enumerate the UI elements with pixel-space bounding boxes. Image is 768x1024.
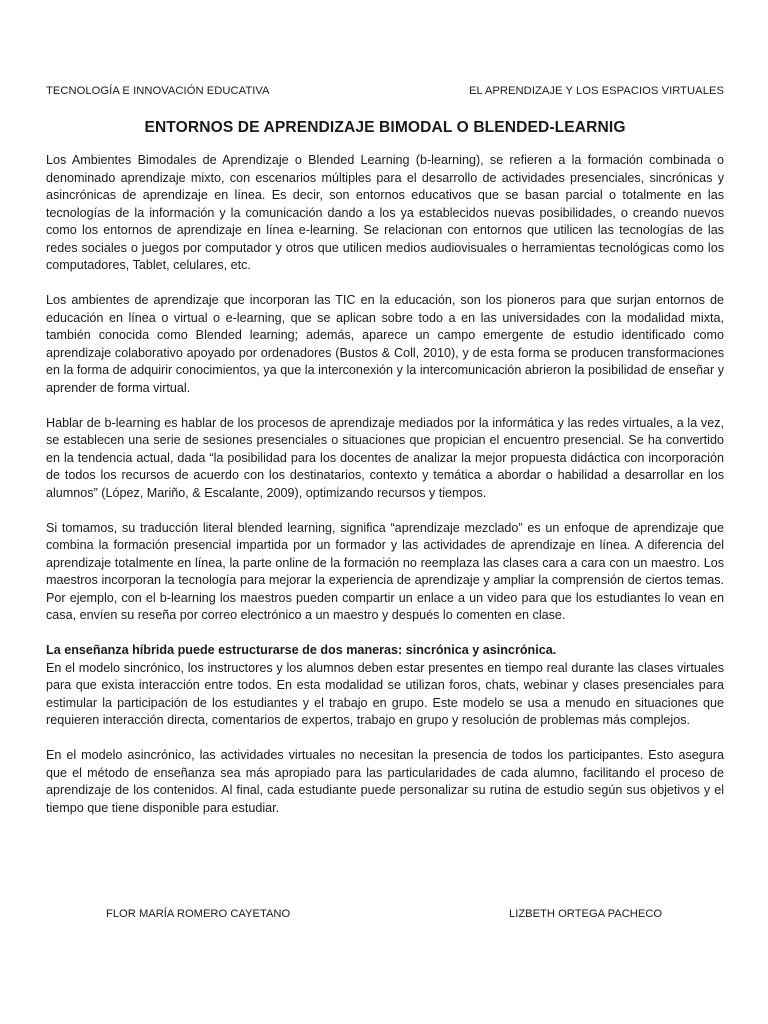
paragraph-1: Los Ambientes Bimodales de Aprendizaje o Blended Learning (b-learning), se refieren a la formación combinada o denominado aprendizaje mixto, con escenarios múltiples para el desarrollo de actividades presenciales, sincrónicas y asincrónicas de aprendizaje en línea. Es decir, son entornos educativos que se basan parcial o totalmente en las tecnologías de la información y la comunicación dando a los ya establecidos nuevas posibilidades, o creando nuevos como los entornos de aprendizaje en línea e-learning. Se relacionan con entornos que utilicen las tecnologías de las redes sociales o juegos por computador y otros que utilicen medios audiovisuales o herramientas tecnológicas como los computadores, Tablet, celulares, etc. <box>46 153 724 272</box>
section-subheading: La enseñanza híbrida puede estructurarse de dos maneras: sincrónica y asincrónica. <box>46 643 557 657</box>
document-body <box>46 152 724 817</box>
paragraph-2: Los ambientes de aprendizaje que incorporan las TIC en la educación, son los pioneros para que surjan entornos de educación en línea o virtual o e-learning, que se aplican sobre todo a en las universidades con la modalidad mixta, también conocida como Blended learning; además, aparece un campo emergente de estudio identificado como aprendizaje colaborativo apoyado por ordenadores (Bustos & Coll, 2010), y de esta forma se producen transformaciones en la forma de adquirir conocimientos, ya que la interconexión y la intercomunicación abrieron la posibilidad de enseñar y aprender de forma virtual. <box>46 293 724 395</box>
section-block <box>46 642 724 730</box>
header-subject: TECNOLOGÍA E INNOVACIÓN EDUCATIVA <box>46 85 270 97</box>
paragraph-3: Hablar de b-learning es hablar de los procesos de aprendizaje mediados por la informática y las redes virtuales, a la vez, se establecen una serie de sesiones presenciales o situaciones que propician el encuentro presencial. Se ha convertido en la tendencia actual, dada “la posibilidad para los docentes de analizar la mejor propuesta didáctica con incorporación de todos los recursos de acuerdo con los destinatarios, contexto y temática a abordar o habilidad a desarrollar en los alumnos” (López, Mariño, & Escalante, 2009), optimizando recursos y tiempos. <box>46 415 724 500</box>
header-topic: EL APRENDIZAJE Y LOS ESPACIOS VIRTUALES <box>468 85 724 97</box>
document-title: ENTORNOS DE APRENDIZAJE BIMODAL O BLENDED-LEARNIG <box>144 119 626 136</box>
author-name-left: FLOR MARÍA ROMERO CAYETANO <box>106 908 291 920</box>
author-name-right: LIZBETH ORTEGA PACHECO <box>509 908 663 920</box>
document-page <box>46 85 724 835</box>
page-header <box>46 85 724 97</box>
paragraph-6: En el modelo asincrónico, las actividades virtuales no necesitan la presencia de todos los participantes. Esto asegura que el método de enseñanza sea más apropiado para las particularidades de cada alumno, facilitando el proceso de aprendizaje de los contenidos. Al final, cada estudiante puede personalizar su rutina de estudio según sus objetivos y el tiempo que tiene disponible para estudiar. <box>46 748 724 815</box>
paragraph-4: Si tomamos, su traducción literal blended learning, significa “aprendizaje mezclado” es un enfoque de aprendizaje que combina la formación presencial impartida por un formador y las actividades de aprendizaje en línea. A diferencia del aprendizaje totalmente en línea, la parte online de la formación no reemplaza las clases cara a cara con un maestro. Los maestros incorporan la tecnología para mejorar la experiencia de aprendizaje y ampliar la comprensión de ciertos temas. Por ejemplo, con el b-learning los maestros pueden compartir un enlace a un video para que los estudiantes lo vean en casa, envíen su reseña por correo electrónico a un maestro y después lo comenten en clase. <box>46 520 724 622</box>
paragraph-5: En el modelo sincrónico, los instructores y los alumnos deben estar presentes en tiempo real durante las clases virtuales para que exista interacción entre todos. En esta modalidad se utilizan foros, chats, webinar y clases presenciales para estimular la participación de los estudiantes y el trabajo en grupo. Este modelo se usa a menudo en situaciones que requieren interacción directa, comentarios de expertos, trabajo en grupo y resolución de problemas más complejos. <box>46 660 724 727</box>
